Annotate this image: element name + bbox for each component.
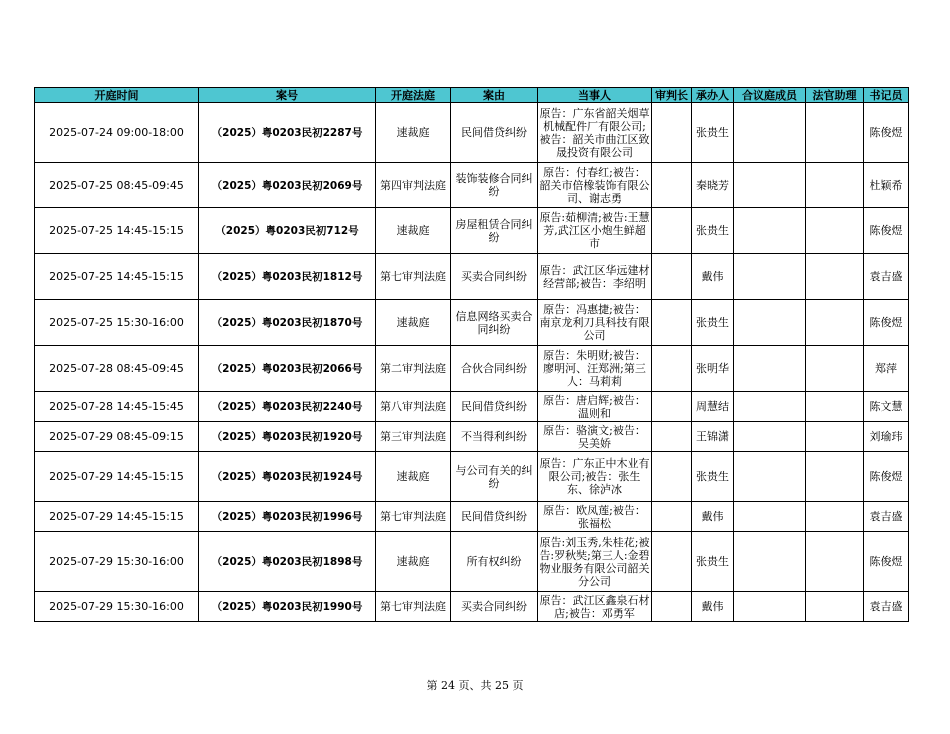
hearing-time-cell: 2025-07-25 15:30-16:00 <box>35 300 199 346</box>
hearing-time-cell: 2025-07-29 08:45-09:15 <box>35 422 199 452</box>
judge-assistant-cell <box>806 163 864 208</box>
panel-members-cell <box>734 103 806 163</box>
presiding-judge-cell <box>652 346 692 392</box>
case-cause-cell: 信息网络买卖合同纠纷 <box>451 300 538 346</box>
case-number-cell: （2025）粤0203民初1812号 <box>199 254 376 300</box>
judge-assistant-cell <box>806 592 864 622</box>
handler-cell: 张贵生 <box>692 532 734 592</box>
court-room-cell: 第三审判法庭 <box>376 422 451 452</box>
case-number-cell: （2025）粤0203民初2240号 <box>199 392 376 422</box>
panel-members-cell <box>734 502 806 532</box>
presiding-judge-cell <box>652 300 692 346</box>
judge-assistant-cell <box>806 346 864 392</box>
judge-assistant-cell <box>806 532 864 592</box>
judge-assistant-cell <box>806 422 864 452</box>
presiding-judge-cell <box>652 163 692 208</box>
table-row <box>35 346 909 392</box>
panel-members-cell <box>734 163 806 208</box>
presiding-judge-cell <box>652 452 692 502</box>
handler-cell: 张明华 <box>692 346 734 392</box>
panel-members-cell <box>734 208 806 254</box>
table-row <box>35 502 909 532</box>
page-footer: 第 24 页、共 25 页 <box>426 679 524 692</box>
header-panel-members: 合议庭成员 <box>734 88 806 103</box>
case-cause-cell: 买卖合同纠纷 <box>451 254 538 300</box>
header-parties: 当事人 <box>538 88 652 103</box>
table-row <box>35 103 909 163</box>
clerk-cell: 袁吉盛 <box>864 502 909 532</box>
case-number-cell: （2025）粤0203民初2069号 <box>199 163 376 208</box>
presiding-judge-cell <box>652 532 692 592</box>
clerk-cell: 陈俊煜 <box>864 532 909 592</box>
header-clerk: 书记员 <box>864 88 909 103</box>
hearing-time-cell: 2025-07-25 08:45-09:45 <box>35 163 199 208</box>
handler-cell: 王锦潇 <box>692 422 734 452</box>
header-presiding-judge: 审判长 <box>652 88 692 103</box>
parties-cell: 原告:茹柳清;被告:王慧芳,武江区小炮生鲜超市 <box>538 208 652 254</box>
handler-cell: 张贵生 <box>692 452 734 502</box>
presiding-judge-cell <box>652 422 692 452</box>
header-handler: 承办人 <box>692 88 734 103</box>
handler-cell: 张贵生 <box>692 103 734 163</box>
handler-cell: 戴伟 <box>692 502 734 532</box>
handler-cell: 张贵生 <box>692 208 734 254</box>
panel-members-cell <box>734 532 806 592</box>
court-room-cell: 第七审判法庭 <box>376 254 451 300</box>
hearing-time-cell: 2025-07-29 14:45-15:15 <box>35 502 199 532</box>
presiding-judge-cell <box>652 502 692 532</box>
table-row <box>35 422 909 452</box>
header-court: 开庭法庭 <box>376 88 451 103</box>
case-cause-cell: 所有权纠纷 <box>451 532 538 592</box>
panel-members-cell <box>734 254 806 300</box>
clerk-cell: 陈俊煜 <box>864 208 909 254</box>
judge-assistant-cell <box>806 502 864 532</box>
header-time: 开庭时间 <box>35 88 199 103</box>
case-number-cell: （2025）粤0203民初1898号 <box>199 532 376 592</box>
judge-assistant-cell <box>806 103 864 163</box>
case-cause-cell: 装饰装修合同纠纷 <box>451 163 538 208</box>
clerk-cell: 陈俊煜 <box>864 452 909 502</box>
presiding-judge-cell <box>652 392 692 422</box>
case-cause-cell: 买卖合同纠纷 <box>451 592 538 622</box>
presiding-judge-cell <box>652 254 692 300</box>
panel-members-cell <box>734 422 806 452</box>
panel-members-cell <box>734 300 806 346</box>
court-room-cell: 速裁庭 <box>376 452 451 502</box>
presiding-judge-cell <box>652 592 692 622</box>
header-case-number: 案号 <box>199 88 376 103</box>
judge-assistant-cell <box>806 300 864 346</box>
court-room-cell: 第七审判法庭 <box>376 592 451 622</box>
hearing-time-cell: 2025-07-25 14:45-15:15 <box>35 208 199 254</box>
judge-assistant-cell <box>806 392 864 422</box>
panel-members-cell <box>734 592 806 622</box>
clerk-cell: 郑萍 <box>864 346 909 392</box>
court-room-cell: 速裁庭 <box>376 208 451 254</box>
parties-cell: 原告：武江区鑫泉石材店;被告：邓勇军 <box>539 593 650 620</box>
case-cause-cell: 与公司有关的纠纷 <box>451 452 538 502</box>
table-row <box>35 254 909 300</box>
court-room-cell: 第四审判法庭 <box>376 163 451 208</box>
case-cause-cell: 民间借贷纠纷 <box>451 392 538 422</box>
clerk-cell: 陈俊煜 <box>864 103 909 163</box>
table-row <box>35 452 909 502</box>
court-room-cell: 速裁庭 <box>376 103 451 163</box>
panel-members-cell <box>734 392 806 422</box>
case-number-cell: （2025）粤0203民初712号 <box>199 208 376 254</box>
clerk-cell: 刘瑜玮 <box>864 422 909 452</box>
case-cause-cell: 合伙合同纠纷 <box>451 346 538 392</box>
clerk-cell: 陈文慧 <box>864 392 909 422</box>
header-judge-assistant: 法官助理 <box>806 88 864 103</box>
table-row <box>35 163 909 208</box>
clerk-cell: 袁吉盛 <box>864 254 909 300</box>
panel-members-cell <box>734 346 806 392</box>
hearing-time-cell: 2025-07-28 14:45-15:45 <box>35 392 199 422</box>
table-row <box>35 532 909 592</box>
case-number-cell: （2025）粤0203民初1996号 <box>199 502 376 532</box>
case-cause-cell: 民间借贷纠纷 <box>451 502 538 532</box>
handler-cell: 周慧结 <box>692 392 734 422</box>
clerk-cell: 袁吉盛 <box>864 592 909 622</box>
case-number-cell: （2025）粤0203民初2287号 <box>199 103 376 163</box>
parties-cell: 原告：骆演文;被告：吴美娇 <box>538 422 652 452</box>
court-room-cell: 第八审判法庭 <box>376 392 451 422</box>
parties-cell: 原告:刘玉秀,朱桂花;被告:罗秋奘;第三人:金碧物业服务有限公司韶关分公司 <box>538 532 652 592</box>
court-room-cell: 速裁庭 <box>376 532 451 592</box>
header-cause: 案由 <box>451 88 538 103</box>
hearing-time-cell: 2025-07-29 14:45-15:15 <box>35 452 199 502</box>
case-cause-cell: 房屋租赁合同纠纷 <box>451 208 538 254</box>
clerk-cell: 陈俊煜 <box>864 300 909 346</box>
parties-cell: 原告：武江区华远建材经营部;被告：李绍明 <box>538 254 652 300</box>
hearing-time-cell: 2025-07-28 08:45-09:45 <box>35 346 199 392</box>
table-row <box>35 592 909 622</box>
court-room-cell: 第二审判法庭 <box>376 346 451 392</box>
parties-cell: 原告：广东正中木业有限公司;被告：张生东、徐泸冰 <box>538 452 652 502</box>
table-header-row <box>35 88 909 103</box>
parties-cell: 原告：冯惠捷;被告：南京龙利刀具科技有限公司 <box>538 300 652 346</box>
clerk-cell: 杜颖希 <box>864 163 909 208</box>
parties-cell: 原告：欧凤莲;被告：张福松 <box>538 502 652 532</box>
hearing-time-cell: 2025-07-29 15:30-16:00 <box>35 532 199 592</box>
parties-cell: 原告：唐启辉;被告：温则和 <box>538 392 652 422</box>
court-room-cell: 速裁庭 <box>376 300 451 346</box>
case-number-cell: （2025）粤0203民初1924号 <box>199 452 376 502</box>
case-number-cell: （2025）粤0203民初1990号 <box>199 592 376 622</box>
hearing-time-cell: 2025-07-25 14:45-15:15 <box>35 254 199 300</box>
handler-cell: 戴伟 <box>692 254 734 300</box>
parties-cell: 原告：朱明财;被告：廖明河、汪郑洲;第三人：马莉莉 <box>538 346 652 392</box>
hearing-schedule-table <box>34 87 909 622</box>
case-number-cell: （2025）粤0203民初2066号 <box>199 346 376 392</box>
case-number-cell: （2025）粤0203民初1870号 <box>199 300 376 346</box>
judge-assistant-cell <box>806 254 864 300</box>
court-room-cell: 第七审判法庭 <box>376 502 451 532</box>
table-row <box>35 208 909 254</box>
parties-cell: 原告：广东省韶关烟草机械配件厂有限公司;被告：韶关市曲江区致晟投资有限公司 <box>538 103 652 163</box>
presiding-judge-cell <box>652 208 692 254</box>
hearing-time-cell: 2025-07-24 09:00-18:00 <box>35 103 199 163</box>
table-row <box>35 300 909 346</box>
judge-assistant-cell <box>806 452 864 502</box>
judge-assistant-cell <box>806 208 864 254</box>
parties-cell: 原告：付春红;被告：韶关市倍橡装饰有限公司、谢志勇 <box>538 163 652 208</box>
presiding-judge-cell <box>652 103 692 163</box>
hearing-time-cell: 2025-07-29 15:30-16:00 <box>35 592 199 622</box>
handler-cell: 秦晓芳 <box>692 163 734 208</box>
panel-members-cell <box>734 452 806 502</box>
handler-cell: 戴伟 <box>692 592 734 622</box>
table-row <box>35 392 909 422</box>
handler-cell: 张贵生 <box>692 300 734 346</box>
case-cause-cell: 民间借贷纠纷 <box>451 103 538 163</box>
case-number-cell: （2025）粤0203民初1920号 <box>199 422 376 452</box>
case-cause-cell: 不当得利纠纷 <box>451 422 538 452</box>
